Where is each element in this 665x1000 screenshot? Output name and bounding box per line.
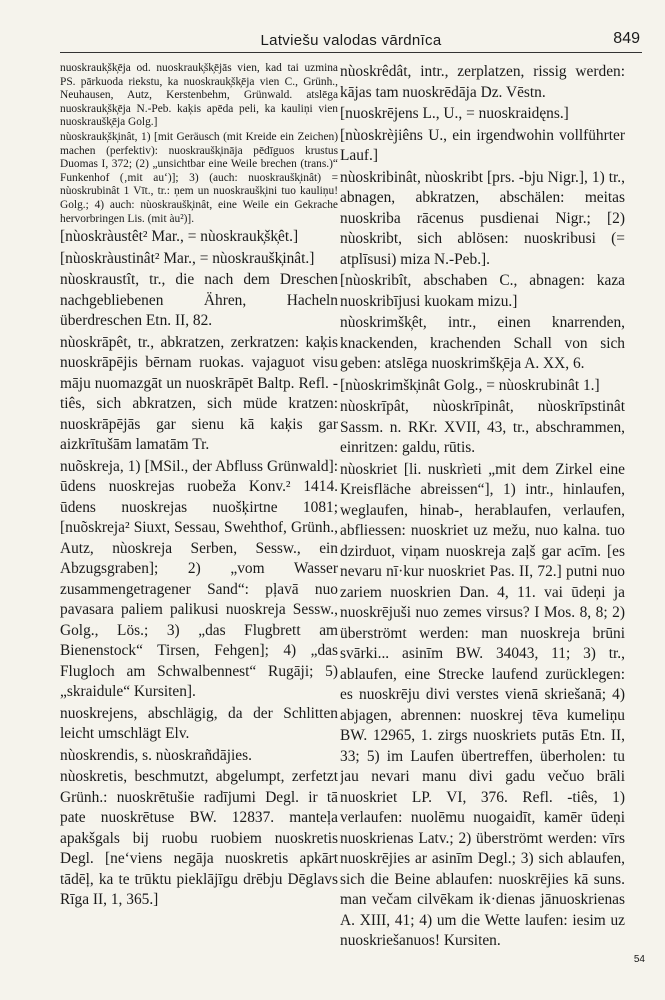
page-number: 849 (613, 30, 640, 47)
dictionary-entry: [nùoskràustêt² Mar., = nùoskrauk̦šk̦êt.] (60, 228, 299, 246)
dictionary-entry: [nùoskribît, abschaben C., abnagen: kaza nuoskribījusi kuokam mizu.] (340, 272, 625, 310)
dictionary-entry: nùoskrendis, s. nùoskrañdājies. (60, 746, 252, 764)
dictionary-entry: [nùoskrèjiêns U., ein irgendwohin vollführter Lauf.] (340, 126, 625, 164)
dictionary-entry: nùoskrimšk̦êt, intr., einen knarrenden, knackenden, krachenden Schall von sich geben: atslēga nuoskrimšk̦ēja A. XX, 6. (340, 314, 625, 372)
dictionary-entry: nuoskrejens, abschlägig, da der Schlitten leicht umschlägt Elv. (60, 704, 338, 743)
dictionary-entry: nùoskrāpêt, tr., abkratzen, zerkratzen: kaķis nuoskrāpējis bērnam ruokas. vajaguot visu māju nuomazgāt un nuoskrāpēt Baltp. Refl. -tiês, sich abkratzen, sich müde kratzen: nuoskrāpējās gar sienu kā kaķis gar aizkrītušām lamatām Tr. (60, 333, 338, 454)
dictionary-entry: nùoskrêdât, intr., zerplatzen, rissig werden: kājas tam nuoskrēdāja Dz. Vēstn. (340, 63, 625, 101)
dictionary-entry: [nùoskrimšk̦inât Golg., = nùoskrubinât 1.] (340, 376, 600, 394)
dictionary-entry: [nuoskrējens L., U., = nuoskraidęns.] (340, 105, 569, 122)
dictionary-entry: nuõskreja, 1) [MSil., der Abfluss Grünwald]: ūdens nuoskrejas ruobeža Konv.² 1414. ūdens nuoskrejas nuošķirtne 1081; [nuõskreja² Siuxt, Sessau, Swehthof, Grünh., Autz, nùoskreja Serben, Sessw., ein Abzugsgraben]; 2) „vom Wasser zusammengetragener Sand“: pļavā nuo pavasara paliem palikusi nuoskreja Sessw., Golg., Lös.; 3) „das Flugbrett am Bienenstock“ Tirsen, Fehgen]; 4) „das Flugloch am Schwalbennest“ Rugāji; 5) „skraidule“ Kursiten]. (60, 457, 338, 701)
dictionary-entry: nùoskrauk̦šk̦inât, 1) [mit Geräusch (mit Kreide ein Zeichen) machen (perfektiv): nuoskraušk̦ināja pēdīguos krustus Duomas I, 372; (2) „unsichtbar eine Weile brechen (trans.)“ Funkenhof (‚mit au‘)]; 3) (auch: nuoskraušk̦inât) = nùoskrubinât 1 Vīt., tr.: ņem un nuoskraušk̦ini tuo kauliņu! Golg.; 4) auch: nùoskraušk̦inât, eine Weile ein Gekrache hervorbringen Lis. (mit àu²)]. (60, 130, 338, 225)
dictionary-entry: nùoskraustît, tr., die nach dem Dreschen nachgebliebenen Ähren, Hacheln überdreschen Etn. II, 82. (60, 271, 338, 330)
dictionary-entry: nùoskrīpât, nùoskrīpinât, nùoskrīpstinât Sassm. n. RKr. XVII, 43, tr., abschrammen, einritzen: galdu, rūtis. (340, 398, 625, 456)
dictionary-title: Latviešu valodas vārdnīca (260, 32, 442, 49)
page-header (60, 30, 642, 53)
dictionary-entry: nùoskribinât, nùoskribt [prs. -bju Nigr.], 1) tr., abnagen, abkratzen, abschälen: meitas nuoskriba rācenus pusdienai Nigr.; [2) nùoskribt, sich ablösen: nuoskribusi (= atplīsusi) miza N.-Peb.]. (340, 168, 625, 268)
right-column (340, 62, 625, 982)
dictionary-entry: nùoskretis, beschmutzt, abgelumpt, zerfetzt Grünh.: nuoskrētušie radījumi Degl. ir tā pate nuoskrētuse BW. 12837. manteļa apakšgals bij ruobu ruobiem nuoskretis Degl. [ne‘viens negāja nuoskretis apkārt tādēļ, ka te trūktu pieklājīgu drēbju Dēglavs Rīga II, 1, 365.] (60, 768, 338, 909)
dictionary-entry: nùoskriet [li. nuskrìeti „mit dem Zirkel eine Kreisfläche abreissen“], 1) intr., hinlaufen, weglaufen, hinab-, herablaufen, verlaufen, abfliessen: nuoskriet uz mežu, nuo kalna. tuo dzirduot, viņam nuoskreja zaļš gar acīm. [es nevaru nī·kur nuoskriet Pas. II, 72.] putni nuo zariem nuoskrien Dan. 4, 11. vai ūdeņi ja nuoskrējuši nuo zemes virsus? I Mos. 8, 8; 2) überströmt werden: man nuoskreja brūni svārki... asinīm BW. 34043, 11; 3) tr., ablaufen, eine Strecke laufend zurücklegen: es nuoskrēju divi verstes vienā skriešanā; 4) abjagen, abrennen: nuoskrej tēva kumeliņu BW. 12965, 1. zirgs nuoskriets putās Etn. II, 33; 5) im Laufen übertreffen, überholen: tu jau nevari manu divi gadu večuo brāli nuoskriet LP. VI, 376. Refl. -tiês, 1) verlaufen: nuolēmu nuogaidīt, kamēr ūdeņi nuoskrienas Latv.; 2) überströmt werden: vīrs nuoskrējies ar asinīm Degl.; 3) sich ablaufen, sich die Beine ablaufen: nuoskrējies kā suns. man večam cilvēkam ik·dienas jānuoskrienas A. XIII, 41; 4) um die Wette laufen: iesim uz nuoskriešanuos! Kursiten. (340, 460, 625, 949)
signature-number: 54 (633, 954, 645, 965)
dictionary-entry: nuoskrauk̦šk̦ēja od. nuoskrauk̦šk̦ējās vien, kad tai uzmina PS. pārkuoda riekstu, ka nuoskrauk̦šk̦ēja vien C., Grünh., Neuhausen, Autz, Kerstenbehm, Grünwald. atslēga nuoskrauk̦šk̦ēja N.-Peb. kaķis apēda peli, ka kauliņi vien nuoskraušk̦ēja Golg.] (60, 62, 338, 129)
left-column (60, 62, 338, 982)
dictionary-entry: [nùoskràustinât² Mar., = nùoskraušk̦inât.] (60, 249, 315, 267)
